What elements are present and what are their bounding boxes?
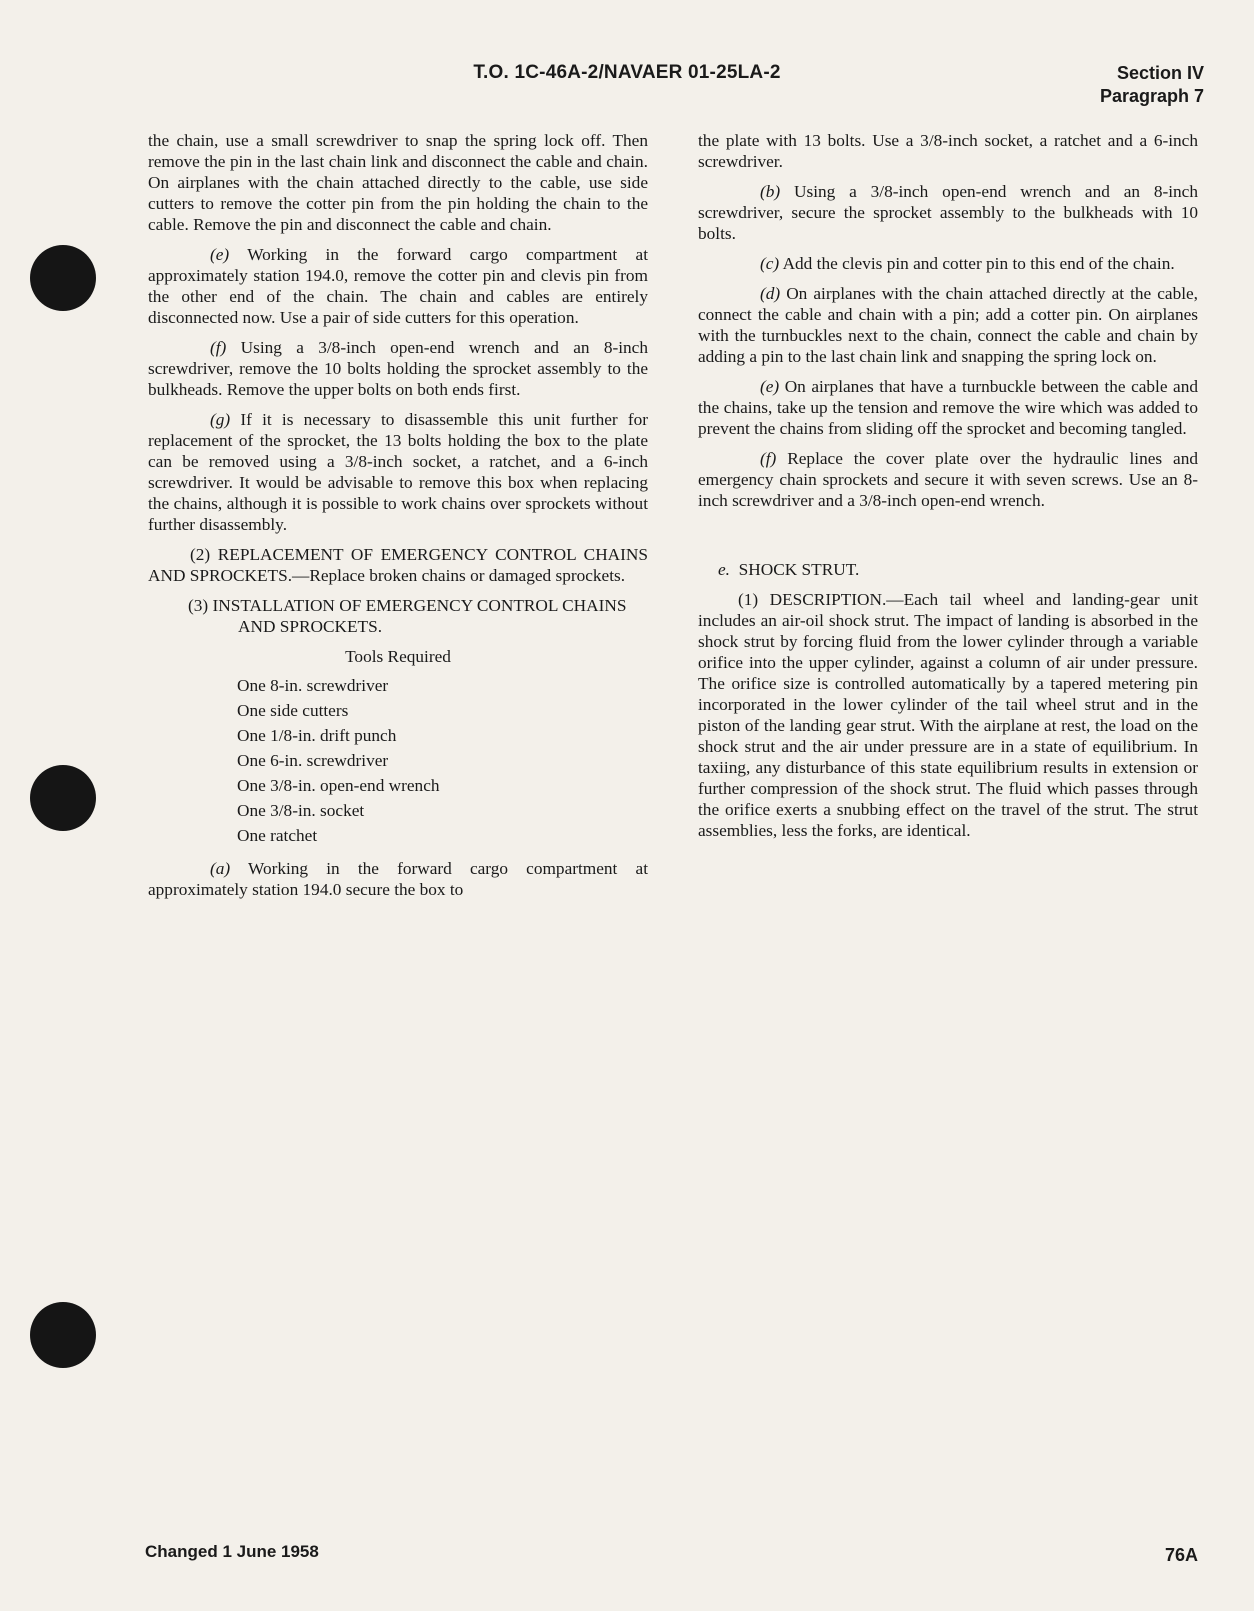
document-id: T.O. 1C-46A-2/NAVAER 01-25LA-2 [473, 62, 781, 83]
step-text: Working in the forward cargo compartment at approximately station 194.0 secure the box to [148, 859, 648, 899]
step-text: If it is necessary to disassemble this unit further for replacement of the sprocket, the 13 bolts holding the box to the plate can be removed using a 3/8-inch socket, a ratchet, and a 6-inch screwdriver. It would be advisable to remove this box when replacing the chains, although it is possible to work chains over sprockets without further disassembly. [148, 410, 648, 534]
section-e-heading [698, 559, 1198, 580]
step-label: (f) [210, 338, 227, 357]
step-a [148, 858, 648, 900]
step-f [698, 448, 1198, 511]
section-header [1100, 62, 1204, 108]
step-text: Replace the cover plate over the hydraulic lines and emergency chain sprockets and secure it with seven screws. Use an 8-inch screwdriver and a 3/8-inch open-end wrench. [698, 449, 1198, 510]
step-text: On airplanes with the chain attached directly at the cable, connect the cable and chain with a pin; add a cotter pin. On airplanes with the turnbuckles next to the chain, connect the cable and chain by adding a pin to the last chain link and snapping the spring lock on. [698, 284, 1198, 366]
step-text: Using a 3/8-inch open-end wrench and an 8-inch screwdriver, remove the 10 bolts holding the sprocket assembly to the bulkheads. Remove the upper bolts on both ends first. [148, 338, 648, 399]
step-text: Working in the forward cargo compartment at approximately station 194.0, remove the cotter pin and clevis pin from the other end of the chain. The chain and cables are entirely disconnected now. Use a pair of side cutters for this operation. [148, 245, 648, 327]
step-label: (d) [760, 284, 781, 303]
right-column [698, 130, 1198, 850]
page-number: 76A [1164, 1545, 1198, 1565]
left-column [148, 130, 648, 909]
tools-title: Tools Required [345, 647, 451, 666]
step-label: (e) [210, 245, 230, 264]
list-item: One side cutters [237, 701, 349, 720]
section-label: e. [718, 560, 730, 579]
list-item: One 3/8-in. open-end wrench [237, 776, 440, 795]
step-label: (a) [210, 859, 231, 878]
change-date: Changed 1 June 1958 [145, 1542, 319, 1561]
heading-installation: (3) INSTALLATION OF EMERGENCY CONTROL CHAINS AND SPROCKETS. [188, 596, 627, 636]
description-paragraph: (1) DESCRIPTION.—Each tail wheel and landing-gear unit includes an air-oil shock strut. The impact of landing is absorbed in the shock strut by forcing fluid from the lower cylinder through a variable orifice into the upper cylinder, against a column of air under pressure. The orifice size is controlled automatically by a tapered metering pin incorporated in the lower cylinder of the tail wheel strut and in the piston of the landing gear strut. With the airplane at rest, the load on the shock strut and the air under pressure are in a state of equilibrium. In taxiing, any disturbance of this state equilibrium results in extension or further compression of the shock strut. The fluid which passes through the orifice exerts a snubbing effect on the travel of the strut. The strut assemblies, less the forks, are identical. [698, 590, 1198, 840]
step-label: (g) [210, 410, 231, 429]
step-label: (c) [760, 254, 780, 273]
step-label: (b) [760, 182, 781, 201]
step-e [698, 376, 1198, 439]
step-text: On airplanes that have a turnbuckle between the cable and the chains, take up the tension and remove the wire which was added to prevent the chains from sliding off the sprocket and becoming tangled. [698, 377, 1198, 438]
step-label: (e) [760, 377, 780, 396]
step-b [698, 181, 1198, 244]
list-item: One ratchet [237, 826, 318, 845]
list-item: One 8-in. screwdriver [237, 676, 389, 695]
paragraph-continued: the plate with 13 bolts. Use a 3/8-inch socket, a ratchet and a 6-inch screwdriver. [698, 131, 1198, 171]
step-e [148, 244, 648, 328]
step-g [148, 409, 648, 535]
binder-hole-top [30, 245, 96, 311]
paragraph-label: Paragraph 7 [1099, 86, 1204, 106]
section-label: Section IV [1116, 63, 1204, 83]
binder-hole-bottom [30, 1302, 96, 1368]
binder-hole-middle [30, 765, 96, 831]
list-item: One 1/8-in. drift punch [237, 726, 397, 745]
tools-list [148, 673, 648, 848]
step-text: Add the clevis pin and cotter pin to this end of the chain. [782, 254, 1175, 273]
step-text: Using a 3/8-inch open-end wrench and an 8-inch screwdriver, secure the sprocket assembly to the bulkheads with 10 bolts. [698, 182, 1198, 243]
heading-replacement: (2) REPLACEMENT OF EMERGENCY CONTROL CHAINS AND SPROCKETS.—Replace broken chains or damaged sprockets. [148, 545, 648, 585]
step-f [148, 337, 648, 400]
step-d [698, 283, 1198, 367]
list-item: One 3/8-in. socket [237, 801, 365, 820]
list-item: One 6-in. screwdriver [237, 751, 389, 770]
step-label: (f) [760, 449, 777, 468]
step-c [698, 253, 1198, 274]
paragraph-continued: the chain, use a small screwdriver to snap the spring lock off. Then remove the pin in the last chain link and disconnect the cable and chain. On airplanes with the chain attached directly to the cable, use side cutters to remove the cotter pin from the pin holding the chain to the cable. Remove the pin and disconnect the cable and chain. [148, 131, 648, 234]
section-title: SHOCK STRUT. [738, 560, 860, 579]
